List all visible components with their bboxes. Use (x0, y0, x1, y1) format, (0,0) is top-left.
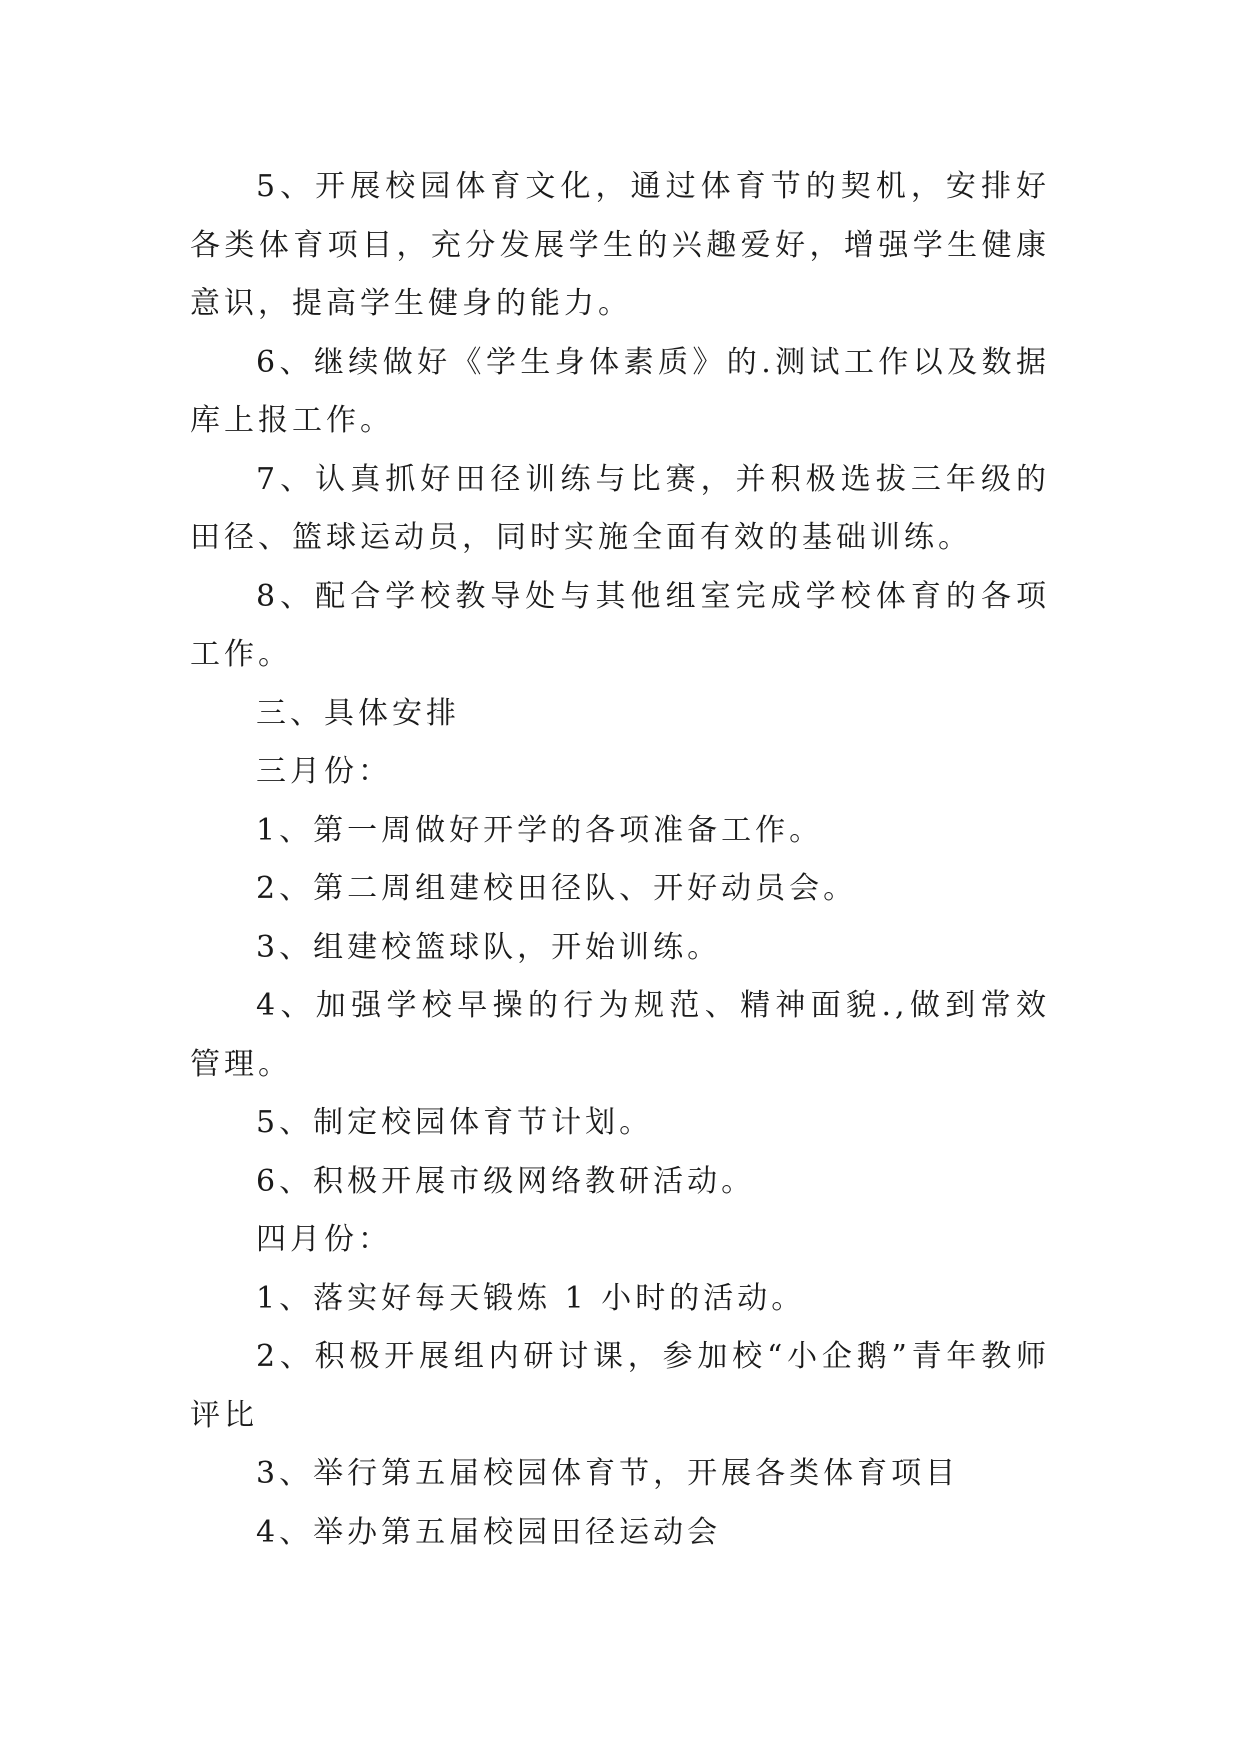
march-item-1: 1、第一周做好开学的各项准备工作。 (256, 812, 824, 848)
section-heading-arrangement: 三、具体安排 (256, 695, 460, 731)
paragraph-item-7-track-training: 7、认真抓好田径训练与比赛，并积极选拔三年级的田径、篮球运动员，同时实施全面有效的基础训练。 (190, 461, 1050, 555)
march-item-5: 5、制定校园体育节计划。 (256, 1105, 654, 1140)
paragraph-item-8-cooperation: 8、配合学校教导处与其他组室完成学校体育的各项工作。 (190, 578, 1050, 672)
paragraph-item-6-fitness-test: 6、继续做好《学生身体素质》的.测试工作以及数据库上报工作。 (190, 344, 1050, 438)
paragraph-item-5-sports-culture: 5、开展校园体育文化，通过体育节的契机，安排好各类体育项目，充分发展学生的兴趣爱好，增强学生健康意识，提高学生健身的能力。 (190, 169, 1050, 321)
march-item-6: 6、积极开展市级网络教研活动。 (256, 1163, 756, 1199)
document-body (190, 158, 1050, 1562)
april-item-2: 2、积极开展组内研讨课，参加校“小企鹅”青年教师评比 (190, 1339, 1050, 1433)
april-item-3: 3、举行第五届校园体育节，开展各类体育项目 (256, 1456, 960, 1491)
month-heading-april: 四月份： (256, 1222, 392, 1257)
april-item-1: 1、落实好每天锻炼 1 小时的活动。 (256, 1280, 806, 1316)
march-item-2: 2、第二周组建校田径队、开好动员会。 (256, 871, 858, 906)
april-item-4: 4、举办第五届校园田径运动会 (256, 1514, 722, 1550)
march-item-3: 3、组建校篮球队，开始训练。 (256, 929, 722, 965)
month-heading-march: 三月份： (256, 754, 392, 789)
march-item-4: 4、加强学校早操的行为规范、精神面貌.,做到常效管理。 (190, 988, 1050, 1082)
